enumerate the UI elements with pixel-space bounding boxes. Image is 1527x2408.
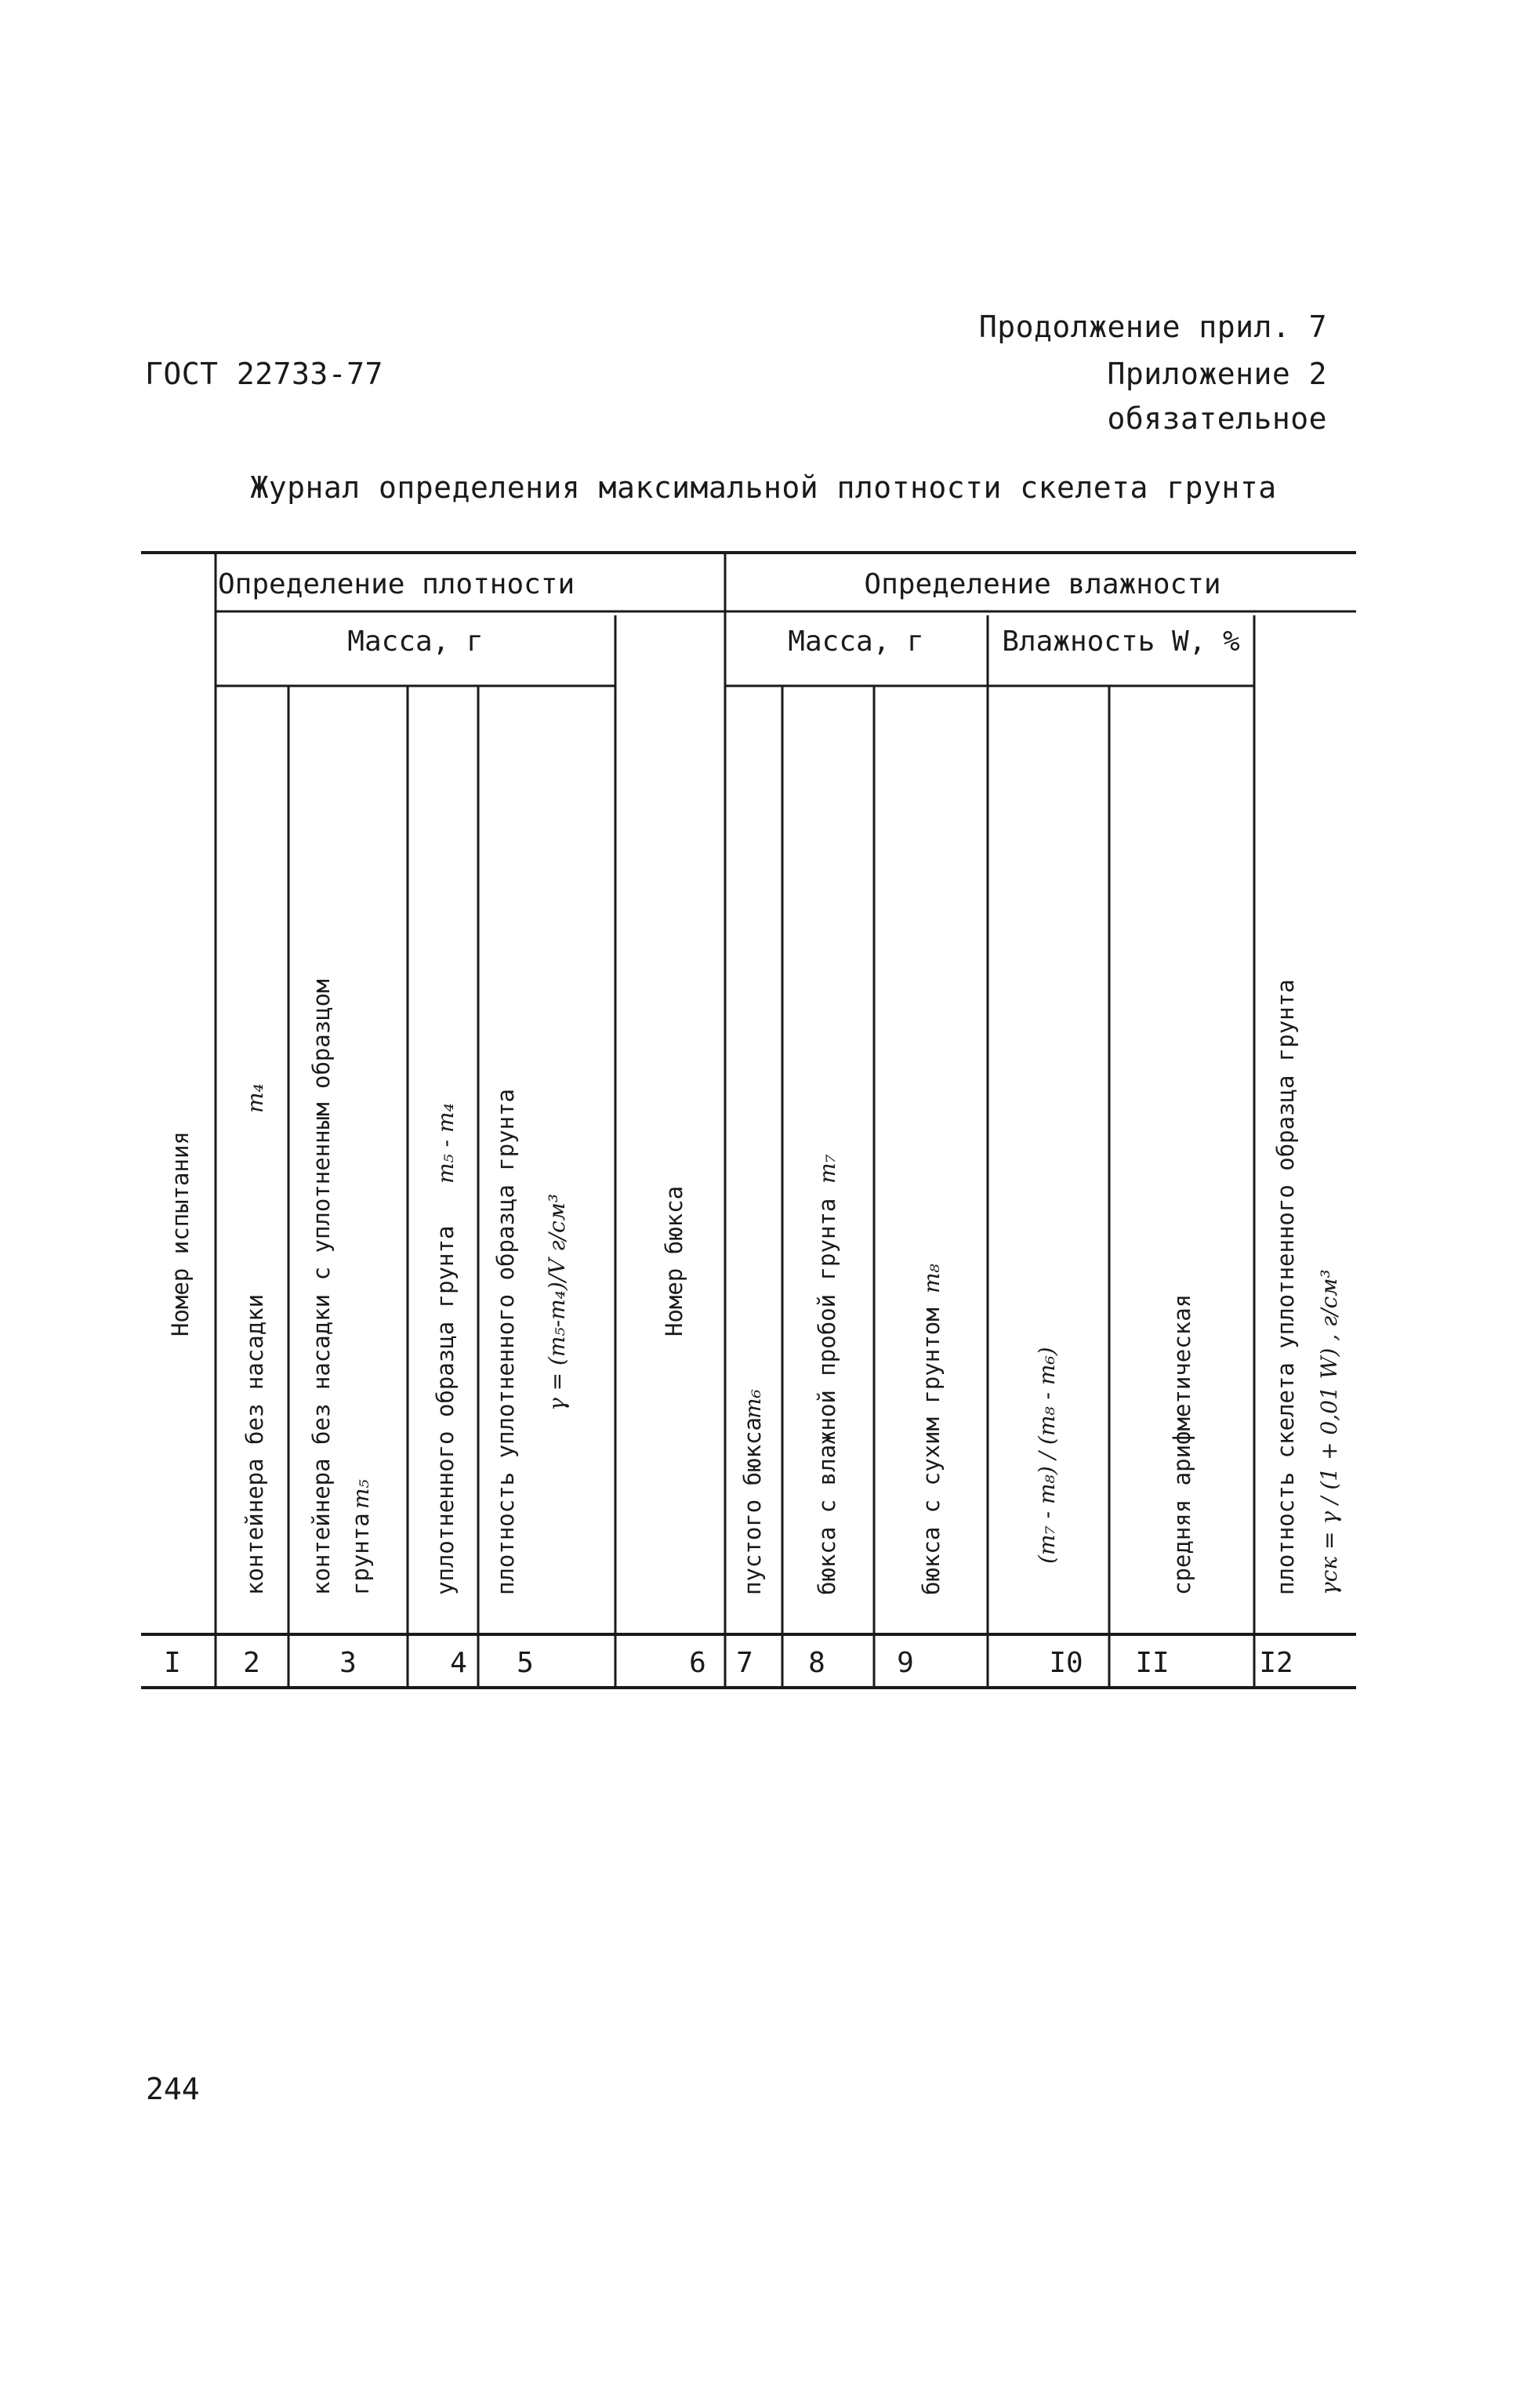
col-skeleton-density-formula: γск = γ / (1 + 0,01 W) , г/см³ — [1316, 1269, 1342, 1595]
col-empty-box: пустого бюкса — [739, 1417, 766, 1595]
colnum-2: 2 — [243, 1647, 260, 1679]
col-skeleton-density: плотность скелета уплотненного образца грунта — [1272, 979, 1299, 1595]
group-moisture-header: Определение влажности — [864, 568, 1221, 600]
col-container-empty-formula: m₄ — [242, 1083, 268, 1113]
colnum-1: I — [164, 1647, 181, 1679]
col-density-formula: γ = (m₅-m₄)/V г/см³ — [544, 1193, 570, 1411]
col-sample-mass-formula: m₅ - m₄ — [433, 1103, 459, 1184]
group-density-header: Определение плотности — [218, 568, 575, 600]
colnum-5: 5 — [517, 1647, 534, 1679]
colnum-11: II — [1135, 1647, 1170, 1679]
colnum-12: I2 — [1259, 1647, 1293, 1679]
col-test-number: Номер испытания — [167, 1131, 194, 1336]
col-box-dry-soil-formula: m₈ — [919, 1264, 945, 1293]
standard-code: ГОСТ 22733-77 — [145, 357, 383, 391]
col-box-wet-sample-formula: m₇ — [814, 1154, 840, 1184]
mass-header-density: Масса, г — [347, 626, 484, 658]
moisture-percent-header: Влажность W, % — [1002, 626, 1240, 658]
col-box-dry-soil: бюкса с сухим грунтом — [918, 1307, 945, 1595]
col-container-with-sample-formula: m₅ — [348, 1479, 374, 1509]
col-empty-box-formula: m₆ — [740, 1389, 766, 1419]
colnum-10: I0 — [1049, 1647, 1083, 1679]
col-moisture-formula: (m₇ - m₈) / (m₈ - m₆) — [1034, 1347, 1060, 1564]
colnum-8: 8 — [808, 1647, 825, 1679]
mandatory-label: обязательное — [1107, 401, 1327, 436]
journal-title: Журнал определения максимальной плотности скелета грунта — [250, 470, 1277, 505]
col-container-with-sample: контейнера без насадки с уплотненным образцом — [308, 979, 335, 1595]
colnum-4: 4 — [450, 1647, 467, 1679]
col-sample-mass: уплотненного образца грунта — [432, 1225, 459, 1595]
colnum-7: 7 — [736, 1647, 753, 1679]
colnum-9: 9 — [897, 1647, 914, 1679]
col-box-number: Номер бюкса — [661, 1185, 687, 1336]
col-arithmetic-mean: средняя арифметическая — [1169, 1293, 1195, 1595]
continuation-note: Продолжение прил. 7 — [978, 310, 1327, 344]
col-box-wet-sample: бюкса с влажной пробой грунта — [814, 1198, 840, 1595]
appendix-label: Приложение 2 — [1107, 357, 1327, 391]
col-container-empty: контейнера без насадки — [241, 1293, 268, 1595]
colnum-6: 6 — [689, 1647, 706, 1679]
colnum-3: 3 — [339, 1647, 357, 1679]
col-density: плотность уплотненного образца грунта — [492, 1088, 519, 1595]
page-number: 244 — [146, 2072, 200, 2106]
mass-header-moisture: Масса, г — [788, 626, 924, 658]
col-container-with-sample-line2: грунта — [347, 1513, 374, 1595]
journal-table — [141, 553, 1356, 1689]
